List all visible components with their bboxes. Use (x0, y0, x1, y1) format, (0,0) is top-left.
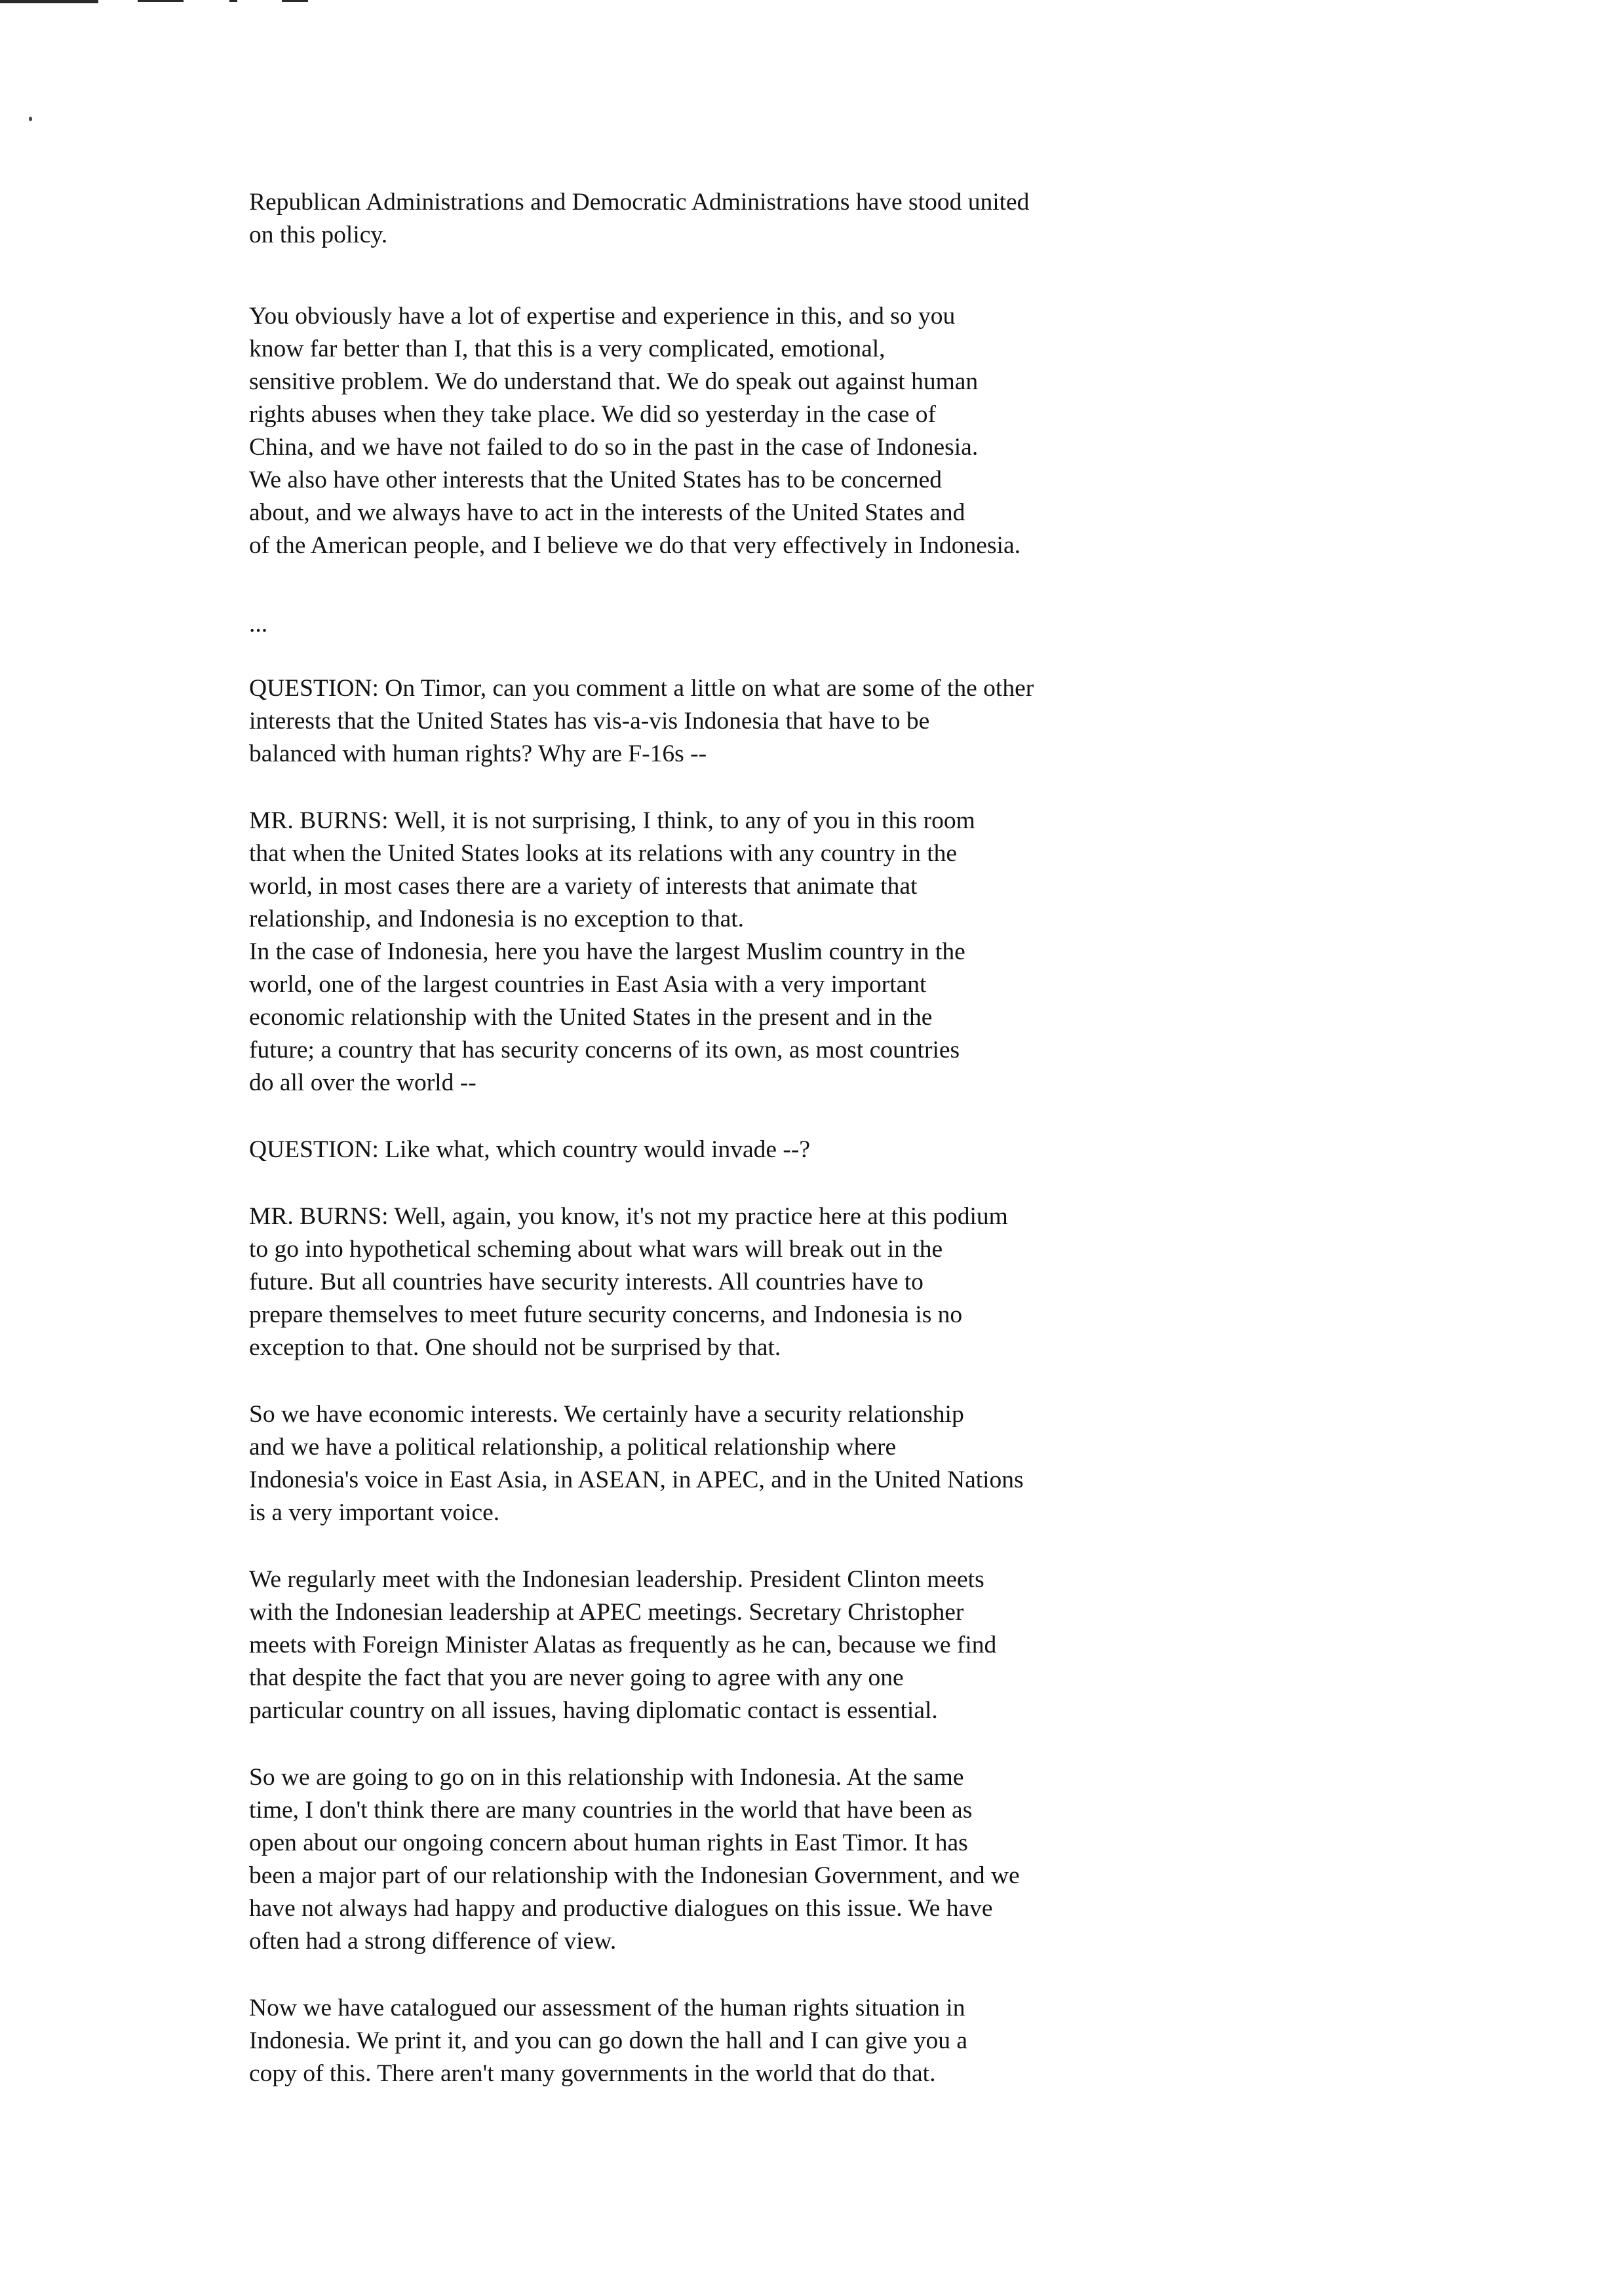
scan-speck (29, 117, 32, 121)
text-line: that despite the fact that you are never going to agree with any one (249, 1664, 904, 1691)
text-line: with the Indonesian leadership at APEC meetings. Secretary Christopher (249, 1599, 964, 1626)
text-line: Republican Administrations and Democratic Administrations have stood united (249, 189, 1030, 216)
text-line: China, and we have not failed to do so in the past in the case of Indonesia. (249, 434, 979, 461)
text-line: been a major part of our relationship with the Indonesian Government, and we (249, 1862, 1020, 1889)
text-line: We also have other interests that the United States has to be concerned (249, 467, 943, 493)
text-line: QUESTION: On Timor, can you comment a little on what are some of the other (249, 675, 1034, 702)
text-line: rights abuses when they take place. We did so yesterday in the case of (249, 401, 937, 428)
paragraph (249, 1563, 1193, 1727)
text-line: So we are going to go on in this relationship with Indonesia. At the same (249, 1764, 964, 1791)
paragraph (249, 1992, 1193, 2090)
ellipsis (249, 608, 1193, 641)
text-line: exception to that. One should not be surprised by that. (249, 1334, 781, 1361)
text-line: economic relationship with the United States in the present and in the (249, 1004, 933, 1031)
text-line: open about our ongoing concern about human rights in East Timor. It has (249, 1829, 968, 1856)
text-line: So we have economic interests. We certainly have a security relationship (249, 1401, 964, 1428)
text-line: MR. BURNS: Well, again, you know, it's not my practice here at this podium (249, 1203, 1008, 1230)
text-line: of the American people, and I believe we do that very effectively in Indonesia. (249, 532, 1021, 559)
text-line: interests that the United States has vis-a-vis Indonesia that have to be (249, 708, 930, 735)
text-line: QUESTION: Like what, which country would invade --? (249, 1136, 811, 1163)
text-line: ... (249, 611, 268, 638)
text-line: Indonesia. We print it, and you can go down the hall and I can give you a (249, 2027, 967, 2054)
question-paragraph (249, 1134, 1193, 1166)
answer-paragraph (249, 1200, 1193, 1364)
text-line: prepare themselves to meet future security concerns, and Indonesia is no (249, 1301, 963, 1328)
text-line: to go into hypothetical scheming about what wars will break out in the (249, 1236, 943, 1263)
text-line: do all over the world -- (249, 1069, 477, 1096)
text-line: In the case of Indonesia, here you have the largest Muslim country in the (249, 938, 965, 965)
text-line: meets with Foreign Minister Alatas as frequently as he can, because we find (249, 1632, 997, 1658)
text-line: You obviously have a lot of expertise and experience in this, and so you (249, 303, 956, 330)
scan-artifact (229, 0, 237, 2)
text-line: Indonesia's voice in East Asia, in ASEAN, in APEC, and in the United Nations (249, 1466, 1024, 1493)
text-line: have not always had happy and productive dialogues on this issue. We have (249, 1895, 993, 1922)
text-line: copy of this. There aren't many governments in the world that do that. (249, 2060, 936, 2087)
paragraph (249, 300, 1193, 562)
document-body (249, 186, 1193, 2090)
text-line: Now we have catalogued our assessment of the human rights situation in (249, 1995, 965, 2021)
answer-paragraph (249, 805, 1193, 1100)
text-line: about, and we always have to act in the interests of the United States and (249, 499, 965, 526)
scan-artifact (282, 0, 308, 2)
text-line: relationship, and Indonesia is no exception to that. (249, 906, 745, 932)
text-line: balanced with human rights? Why are F-16s -- (249, 740, 707, 767)
text-line: that when the United States looks at its relations with any country in the (249, 840, 958, 867)
paragraph (249, 1761, 1193, 1958)
text-line: future. But all countries have security interests. All countries have to (249, 1269, 924, 1295)
paragraph (249, 186, 1193, 252)
question-paragraph (249, 672, 1193, 771)
paragraph (249, 1398, 1193, 1529)
text-line: MR. BURNS: Well, it is not surprising, I think, to any of you in this room (249, 807, 975, 834)
text-line: sensitive problem. We do understand that. We do speak out against human (249, 368, 979, 395)
text-line: time, I don't think there are many countries in the world that have been as (249, 1797, 973, 1824)
text-line: know far better than I, that this is a very complicated, emotional, (249, 335, 885, 362)
text-line: We regularly meet with the Indonesian leadership. President Clinton meets (249, 1566, 984, 1593)
text-line: and we have a political relationship, a political relationship where (249, 1434, 897, 1461)
scan-artifact (0, 0, 98, 3)
text-line: often had a strong difference of view. (249, 1928, 617, 1955)
scan-artifact (138, 0, 184, 2)
text-line: world, in most cases there are a variety of interests that animate that (249, 873, 918, 900)
text-line: is a very important voice. (249, 1499, 500, 1526)
text-line: on this policy. (249, 221, 388, 248)
text-line: future; a country that has security concerns of its own, as most countries (249, 1037, 960, 1063)
text-line: world, one of the largest countries in East Asia with a very important (249, 971, 927, 998)
text-line: particular country on all issues, having diplomatic contact is essential. (249, 1697, 938, 1724)
